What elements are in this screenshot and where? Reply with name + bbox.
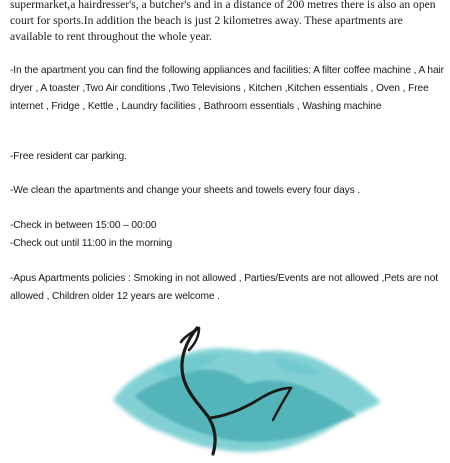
parking-line: -Free resident car parking. — [10, 151, 127, 162]
policies-paragraph: -Apus Apartments policies : Smoking in not allowed , Parties/Events are not allowed ,Pets are not allowed , Children older 12 years are welcome . — [10, 273, 439, 302]
check-out-line: -Check out until 11:00 in the morning — [10, 238, 173, 249]
watercolor-wash — [113, 348, 381, 452]
check-in-line: -Check in between 15:00 – 00:00 — [10, 220, 157, 231]
intro-paragraph: supermarket,a hairdresser's, a butcher's and in a distance of 200 metres there is also an open court for sports.In addition the beach is just 2 kilometres away. These apartments are available to rent throughout the whole year. — [10, 0, 436, 43]
cleaning-line: -We clean the apartments and change your sheets and towels every four days . — [10, 185, 361, 196]
facilities-paragraph: -In the apartment you can find the following appliances and facilities: A filter coffee machine , A hair dryer , A toaster ,Two Air conditions ,Two Televisions , Kitchen ,Kitchen essentials , Oven , Free internet , Fridge , Kettle , Laundry facilities , Bathroom essentials , Washing machine — [10, 65, 444, 112]
apus-logo — [95, 318, 395, 458]
swift-bird-icon — [95, 318, 395, 458]
